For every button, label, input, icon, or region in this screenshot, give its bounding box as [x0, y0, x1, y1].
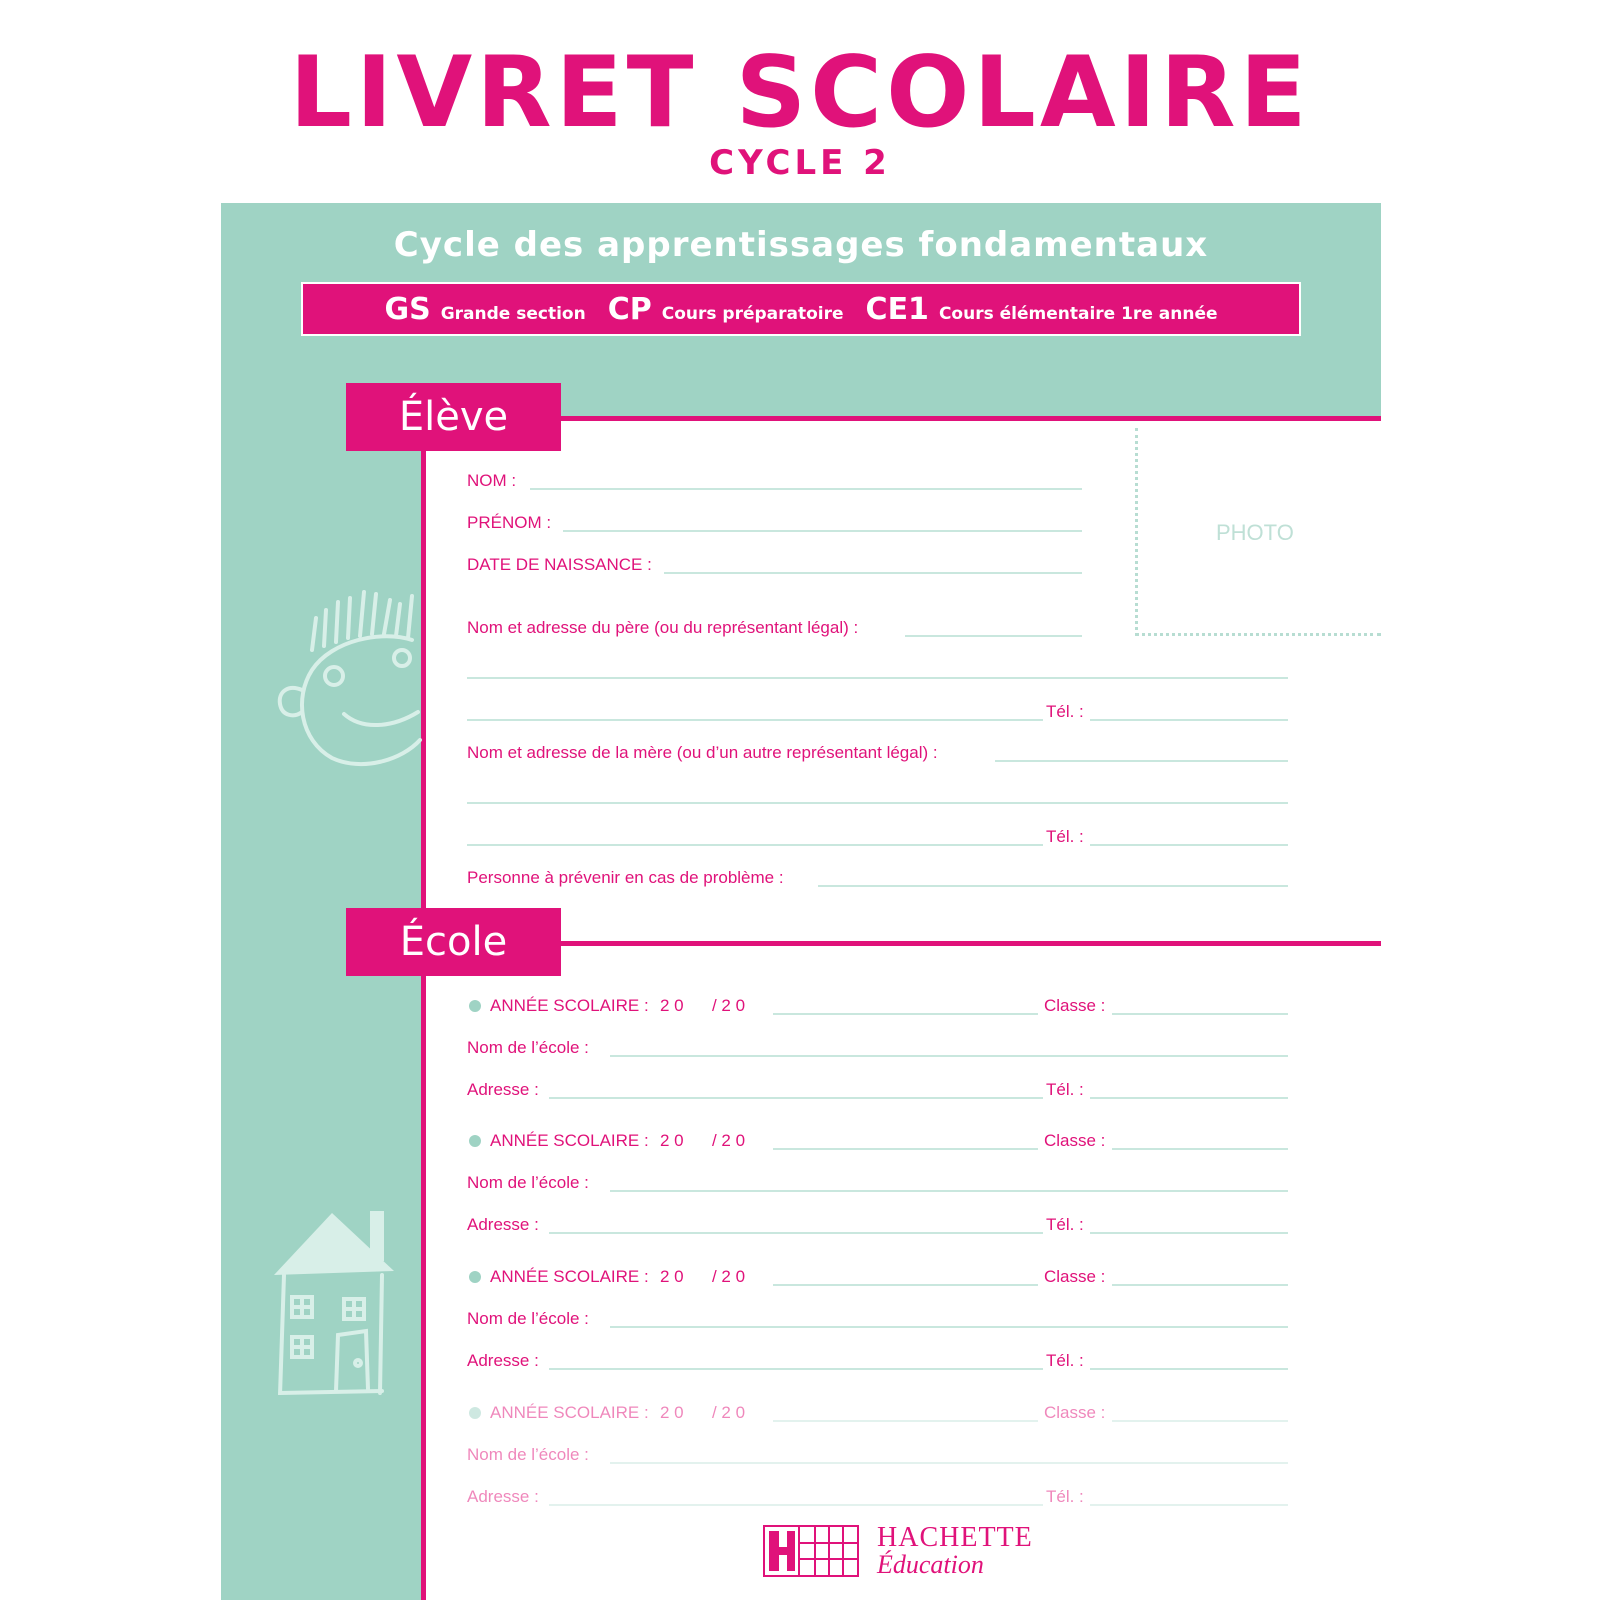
nom-ecole-input-line[interactable] — [610, 1190, 1288, 1192]
pere-label: Nom et adresse du père (ou du représentant légal) : — [467, 618, 859, 637]
nom-label: NOM : — [467, 471, 517, 490]
adresse-input-line[interactable] — [549, 1232, 1043, 1234]
pere-input-line-2[interactable] — [467, 677, 1288, 679]
level-code: CP — [607, 291, 652, 327]
classe-input-line[interactable] — [1112, 1420, 1288, 1422]
tel-input-line[interactable] — [1090, 1232, 1288, 1234]
nom-ecole-label: Nom de l’école : — [467, 1038, 589, 1057]
nom-ecole-label: Nom de l’école : — [467, 1445, 589, 1464]
annee-input-line[interactable] — [773, 1148, 1038, 1150]
tel-input-line[interactable] — [1090, 1368, 1288, 1370]
level-code: CE1 — [865, 291, 929, 327]
prenom-label: PRÉNOM : — [467, 513, 552, 532]
annee-label: ANNÉE SCOLAIRE : — [490, 1131, 649, 1150]
pere-tel-label: Tél. : — [1046, 702, 1084, 721]
nom-ecole-input-line[interactable] — [610, 1055, 1288, 1057]
mere-input-line-3[interactable] — [467, 844, 1043, 846]
eleve-rule — [556, 416, 1381, 421]
tel-label: Tél. : — [1046, 1487, 1084, 1506]
page-title: LIVRET SCOLAIRE — [289, 36, 1311, 150]
classe-label: Classe : — [1044, 996, 1106, 1015]
adresse-input-line[interactable] — [549, 1097, 1043, 1099]
adresse-label: Adresse : — [467, 1215, 539, 1234]
annee-label: ANNÉE SCOLAIRE : — [490, 1403, 649, 1422]
nom-input-line[interactable] — [530, 488, 1082, 490]
personne-input-line[interactable] — [818, 885, 1288, 887]
pere-tel-input-line[interactable] — [1090, 719, 1288, 721]
tel-label: Tél. : — [1046, 1215, 1084, 1234]
cycle-heading: Cycle des apprentissages fondamentaux — [393, 225, 1209, 265]
classe-input-line[interactable] — [1112, 1148, 1288, 1150]
house-icon — [270, 1205, 410, 1395]
level-ce1 — [866, 292, 1218, 327]
hachette-grid-icon — [763, 1525, 859, 1577]
annee-value: 2 0 / 2 0 — [660, 996, 746, 1015]
page-subtitle: CYCLE 2 — [709, 143, 891, 183]
mere-label: Nom et adresse de la mère (ou d’un autre représentant légal) : — [467, 743, 938, 762]
classe-label: Classe : — [1044, 1131, 1106, 1150]
adresse-label: Adresse : — [467, 1080, 539, 1099]
annee-input-line[interactable] — [773, 1013, 1038, 1015]
classe-label: Classe : — [1044, 1267, 1106, 1286]
ecole-rule — [556, 941, 1381, 946]
nom-ecole-label: Nom de l’école : — [467, 1173, 589, 1192]
classe-input-line[interactable] — [1112, 1284, 1288, 1286]
mere-input-line[interactable] — [995, 760, 1288, 762]
tel-label: Tél. : — [1046, 1080, 1084, 1099]
bullet-icon — [469, 1135, 481, 1147]
child-face-icon — [272, 580, 422, 770]
bullet-icon — [469, 1407, 481, 1419]
photo-box — [1135, 428, 1381, 636]
level-desc: Grande section — [440, 303, 586, 324]
level-desc: Cours élémentaire 1re année — [938, 303, 1218, 324]
tel-label: Tél. : — [1046, 1351, 1084, 1370]
pere-input-line[interactable] — [905, 635, 1082, 637]
date-naissance-input-line[interactable] — [664, 572, 1082, 574]
mere-tel-label: Tél. : — [1046, 827, 1084, 846]
annee-value: 2 0 / 2 0 — [660, 1131, 746, 1150]
bullet-icon — [469, 1271, 481, 1283]
publisher-name — [877, 1524, 1033, 1578]
annee-input-line[interactable] — [773, 1420, 1038, 1422]
tab-eleve: Élève — [346, 383, 561, 451]
publisher-logo — [763, 1524, 1033, 1578]
classe-input-line[interactable] — [1112, 1013, 1288, 1015]
annee-label: ANNÉE SCOLAIRE : — [490, 996, 649, 1015]
levels-banner — [303, 284, 1299, 334]
nom-ecole-input-line[interactable] — [610, 1326, 1288, 1328]
tel-input-line[interactable] — [1090, 1097, 1288, 1099]
tel-input-line[interactable] — [1090, 1504, 1288, 1506]
level-desc: Cours préparatoire — [661, 303, 844, 324]
nom-ecole-label: Nom de l’école : — [467, 1309, 589, 1328]
adresse-label: Adresse : — [467, 1351, 539, 1370]
bullet-icon — [469, 1000, 481, 1012]
level-cp — [608, 292, 844, 327]
mere-input-line-2[interactable] — [467, 802, 1288, 804]
level-gs — [384, 292, 585, 327]
tab-ecole: École — [346, 908, 561, 976]
annee-value: 2 0 / 2 0 — [660, 1403, 746, 1422]
publisher-line1: HACHETTE — [877, 1522, 1033, 1553]
photo-label: PHOTO — [1216, 520, 1294, 545]
pere-input-line-3[interactable] — [467, 719, 1043, 721]
mere-tel-input-line[interactable] — [1090, 844, 1288, 846]
adresse-input-line[interactable] — [549, 1368, 1043, 1370]
personne-label: Personne à prévenir en cas de problème : — [467, 868, 784, 887]
date-naissance-label: DATE DE NAISSANCE : — [467, 555, 652, 574]
adresse-label: Adresse : — [467, 1487, 539, 1506]
classe-label: Classe : — [1044, 1403, 1106, 1422]
annee-value: 2 0 / 2 0 — [660, 1267, 746, 1286]
publisher-line2: Éducation — [877, 1550, 984, 1579]
level-code: GS — [384, 291, 431, 327]
adresse-input-line[interactable] — [549, 1504, 1043, 1506]
annee-input-line[interactable] — [773, 1284, 1038, 1286]
prenom-input-line[interactable] — [563, 530, 1082, 532]
nom-ecole-input-line[interactable] — [610, 1462, 1288, 1464]
annee-label: ANNÉE SCOLAIRE : — [490, 1267, 649, 1286]
